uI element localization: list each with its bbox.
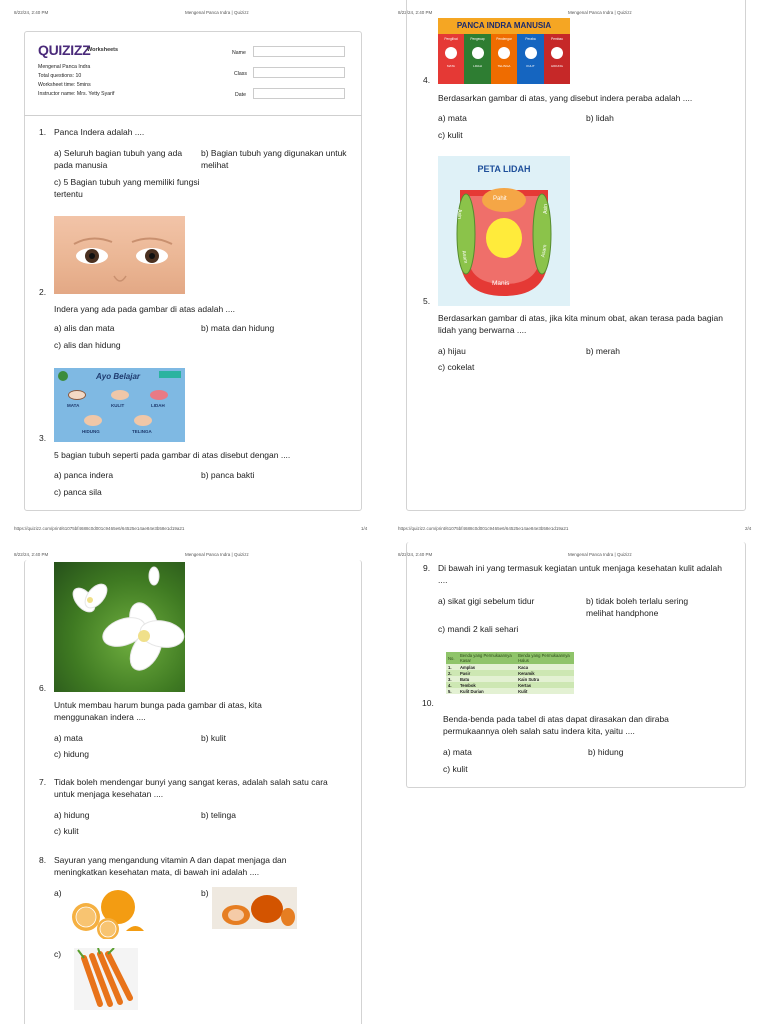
worksheets-label: Worksheets [87,47,119,53]
option-a[interactable]: a) sikat gigi sebelum tidur [438,596,535,606]
option-a[interactable]: a) mata [54,733,83,743]
option-b[interactable]: b) [201,888,209,898]
col-peraba: Peraba KULIT [517,34,544,84]
option-c[interactable]: c) kulit [438,130,463,140]
option-c[interactable]: c) mandi 2 kali sehari [438,624,519,634]
question-text: Di bawah ini yang termasuk kegiatan untuk menjaga kesehatan kulit adalah .... [438,563,722,585]
header-divider [24,115,362,116]
option-a[interactable]: a) mata [443,747,472,757]
eyes-drawing [54,216,185,294]
question-text: Sayuran yang mengandung vitamin A dan dapat menjaga dan meningkatkan kesehatan mata, di bawah ini adalah .... [54,855,287,877]
page-4 [384,512,768,1024]
print-date: 8/22/24, 2:40 PM [398,10,433,15]
total-questions: Total questions: 10 [38,73,82,79]
label-telinga: TELINGA [132,429,152,434]
option-c[interactable]: c) kulit [443,764,468,774]
page-3 [0,512,384,1024]
question-number: 1. [39,127,47,137]
texture-table [446,652,574,694]
question-number: 4. [423,75,431,85]
question-number: 8. [39,855,47,865]
question-number: 9. [423,563,431,573]
table-header-row: No. Benda yang Permukaannya Kasar Benda yang Permukaannya Halus [446,652,574,664]
jasmine-flower-image [54,562,185,692]
print-title: Mengenal Panca Indra | Quizizz [185,552,249,557]
table-row: 1. Amplas Kaca [446,664,574,670]
instructor-name: Instructor name: Mrs. Yetty Syarif [38,91,115,97]
question-number: 7. [39,777,47,787]
table-row: 3. Batu Kain Sutra [446,676,574,682]
col-pendengar: Pendengar TELINGA [491,34,517,84]
badge-icon [58,371,68,381]
class-label: Class [234,71,247,77]
table-row: 2. Pasir Keramik [446,670,574,676]
option-b[interactable]: b) hidung [588,747,624,757]
option-b[interactable]: b) Bagian tubuh yang digunakan untuk melihat [201,148,347,170]
carrot-drawing [74,948,138,1010]
page-number: 2/4 [745,526,752,531]
date-field[interactable] [253,88,345,99]
col-penglihat: Penglihat MATA [438,34,464,84]
name-label: Name [232,50,246,56]
option-b[interactable]: b) lidah [586,113,614,123]
option-b[interactable]: b) telinga [201,810,236,820]
col-pembau: Pembau HIDUNG [544,34,570,84]
question-number: 6. [39,683,47,693]
print-url: https://quizizz.com/print/61075bf4688c0d001c9465e6/64525e14ae84e3b58e1d19a21 [398,526,569,531]
option-b[interactable]: b) merah [586,346,621,356]
table-row: 4. Tembok Kertas [446,682,574,688]
poster-title: Ayo Belajar [96,372,141,381]
panca-indra-chart-image [438,18,570,84]
nose-icon [551,47,563,59]
hand-icon [525,47,537,59]
worksheet-info [38,63,114,99]
eye-icon [68,390,86,400]
col-pengecap: Pengecap LIDAH [464,34,491,84]
print-title: Mengenal Panca Indra | Quizizz [185,10,249,15]
question-text: Benda-benda pada tabel di atas dapat dirasakan dan diraba permukaannya oleh salah satu indera kita, yaitu .... [443,714,669,736]
option-a[interactable]: a) alis dan mata [54,323,115,333]
question-text: Tidak boleh mendengar bunyi yang sangat keras, adalah salah satu cara untuk menjaga kesehatan .... [54,777,328,799]
option-c[interactable]: c) [54,949,62,959]
option-a[interactable]: a) [54,888,62,898]
texture-table-image [446,652,574,707]
option-c[interactable]: c) panca sila [54,487,102,497]
eye-icon [445,47,457,59]
question-text: Indera yang ada pada gambar di atas adalah .... [54,304,235,314]
label-manis: Manis [492,280,510,287]
ear-icon [134,415,152,426]
class-field[interactable] [253,67,345,78]
worksheet-time: Worksheet time: 5mins [38,82,91,88]
question-text: Berdasarkan gambar di atas, yang disebut indera peraba adalah .... [438,93,693,103]
print-url: https://quizizz.com/print/61075bf4688c0d001c9465e6/64525e14ae84e3b58e1d19a21 [14,526,185,531]
table-row: 5. Kulit Durian Kulit [446,688,574,694]
print-title: Mengenal Panca Indra | Quizizz [568,552,632,557]
question-number: 10. [422,698,434,708]
tongue-icon [472,47,484,59]
label-asam-right: Asam [540,244,549,258]
ear-icon [498,47,510,59]
poster-tag [159,371,181,378]
question-text: Untuk membau harum bunga pada gambar di atas, kita menggunakan indera .... [54,700,262,722]
option-c[interactable]: c) alis dan hidung [54,340,121,350]
question-number: 2. [39,287,47,297]
name-field[interactable] [253,46,345,57]
orange-drawing [66,887,146,939]
page-1 [0,0,384,512]
label-mata: MATA [67,403,80,408]
option-b[interactable]: b) mata dan hidung [201,323,275,333]
worksheet-name: Mengenal Panca Indra [38,64,91,70]
label-asam-left: Asam [460,250,469,264]
label-hidung: HIDUNG [82,429,100,434]
option-a[interactable]: a) mata [438,113,467,123]
question-text: 5 bagian tubuh seperti pada gambar di atas disebut dengan .... [54,450,291,460]
label-asin-right: Asin [542,204,549,214]
question-text: Berdasarkan gambar di atas, jika kita minum obat, akan terasa pada bagian lidah yang berwarna .... [438,313,723,335]
option-c[interactable]: c) hidung [54,749,89,759]
label-lidah: LIDAH [151,403,165,408]
pumpkin-image[interactable] [212,887,297,929]
label-pahit: Pahit [493,196,507,202]
nose-icon [84,415,102,426]
label-asin-left: Asin [455,209,462,219]
baby-eyes-image [54,216,185,294]
hand-icon [111,390,129,400]
print-date: 8/22/24, 2:40 PM [398,552,433,557]
chart-title: PANCA INDRA MANUSIA [438,18,570,34]
page-2 [384,0,768,512]
option-a[interactable]: a) hijau [438,346,466,356]
question-number: 3. [39,433,47,443]
senses-poster-image [54,368,185,442]
label-kulit: KULIT [111,403,125,408]
quizizz-logo: QUIZIZZ [38,42,91,58]
option-b[interactable]: b) kulit [201,733,227,743]
tongue-map-image [438,156,570,306]
tongue-icon [150,390,168,400]
orange-image[interactable] [66,887,146,939]
print-date: 8/22/24, 2:40 PM [14,10,49,15]
option-c[interactable]: c) kulit [54,826,79,836]
date-label: Date [235,92,246,98]
question-number: 5. [423,296,431,306]
option-a[interactable]: a) panca indera [54,470,114,480]
page-number: 1/4 [361,526,368,531]
option-c[interactable]: c) cokelat [438,362,475,372]
print-date: 8/22/24, 2:40 PM [14,552,49,557]
carrot-image[interactable] [74,948,138,1010]
question-text: Panca Indera adalah .... [54,127,145,137]
map-title: PETA LIDAH [477,164,531,174]
flower-drawing [54,562,185,692]
option-c[interactable]: c) 5 Bagian tubuh yang memiliki fungsi tertentu [54,177,200,199]
option-b[interactable]: b) tidak boleh terlalu sering melihat handphone [586,596,689,618]
option-a[interactable]: a) Seluruh bagian tubuh yang ada pada manusia [54,148,183,170]
print-title: Mengenal Panca Indra | Quizizz [568,10,632,15]
option-b[interactable]: b) panca bakti [201,470,255,480]
pumpkin-drawing [212,887,297,929]
option-a[interactable]: a) hidung [54,810,90,820]
